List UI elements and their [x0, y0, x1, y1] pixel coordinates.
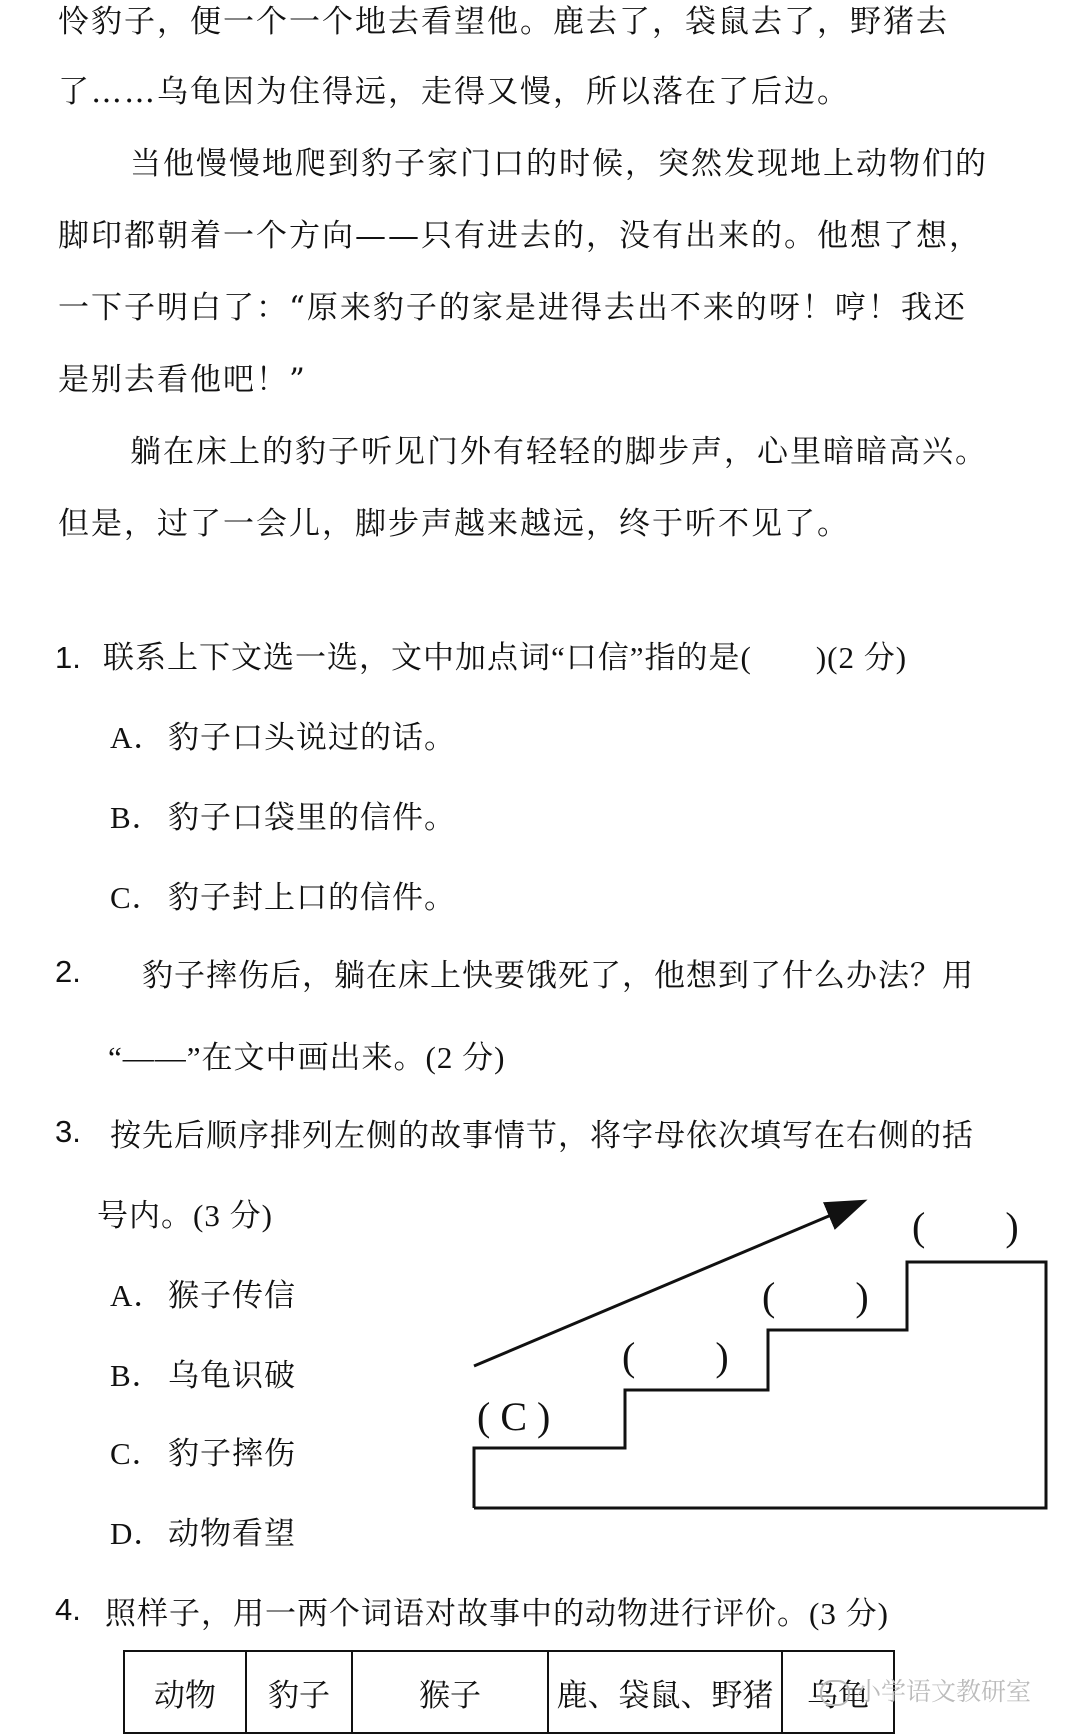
option-letter: B．: [110, 800, 164, 835]
question-2-line1: 豹子摔伤后，躺在床上快要饿死了，他想到了什么办法？用: [142, 958, 974, 993]
option-text: 豹子口袋里的信件。: [168, 800, 456, 835]
option-text: 动物看望: [168, 1516, 296, 1551]
option-letter: A．: [110, 1278, 166, 1313]
table-header-cell: 乌龟: [782, 1651, 894, 1733]
option-text: 豹子摔伤: [168, 1436, 296, 1471]
step-3-bracket: ( ): [762, 1274, 869, 1319]
option-letter: D．: [110, 1516, 166, 1551]
passage-line: 怜豹子，便一个一个地去看望他。鹿去了，袋鼠去了，野猪去: [58, 4, 949, 40]
passage-line: 躺在床上的豹子听见门外有轻轻的脚步声，心里暗暗高兴。: [130, 434, 988, 470]
option-text: 猴子传信: [168, 1278, 296, 1313]
option-letter: B．: [110, 1358, 164, 1393]
evaluation-table: [123, 1650, 895, 1734]
question-number: 4.: [55, 1592, 81, 1627]
passage-line: 脚印都朝着一个方向——只有进去的，没有出来的。他想了想，: [58, 218, 982, 254]
step-2-bracket: ( ): [622, 1334, 729, 1379]
question-number: 2.: [55, 954, 81, 989]
passage-line: 一下子明白了：“原来豹子的家是进得去出不来的呀！哼！我还: [58, 290, 967, 326]
option-letter: A．: [110, 720, 166, 755]
table-header-cell: 鹿、袋鼠、野猪: [548, 1651, 782, 1733]
question-2-line2: “——”在文中画出来。(2 分): [108, 1040, 506, 1075]
option-letter: C．: [110, 880, 164, 915]
question-3-line1: 按先后顺序排列左侧的故事情节，将字母依次填写在右侧的括: [110, 1118, 974, 1153]
option-text: 豹子口头说过的话。: [168, 720, 456, 755]
step-4-bracket: ( ): [912, 1204, 1019, 1249]
passage-line: 当他慢慢地爬到豹子家门口的时候，突然发现地上动物们的: [130, 146, 988, 182]
question-1-text: 联系上下文选一选，文中加点词“口信”指的是( )(2 分): [103, 640, 908, 675]
question-3-line2: 号内。(3 分): [97, 1198, 273, 1233]
stairs-outline: [474, 1262, 1046, 1508]
passage-line: 是别去看他吧！”: [58, 362, 307, 398]
question-number: 1.: [55, 640, 81, 675]
table-header-cell: 动物: [124, 1651, 246, 1733]
table-row: [124, 1651, 894, 1733]
option-text: 豹子封上口的信件。: [168, 880, 456, 915]
question-number: 3.: [55, 1114, 81, 1149]
option-text: 乌龟识破: [168, 1358, 296, 1393]
passage-line: 但是，过了一会儿，脚步声越来越远，终于听不见了。: [58, 506, 850, 542]
watermark-text: 小学语文教研室: [856, 1677, 1032, 1706]
watermark: [820, 1672, 1031, 1708]
wechat-icon: [820, 1680, 850, 1706]
passage-line: 了……乌龟因为住得远，走得又慢，所以落在了后边。: [58, 74, 850, 110]
table-header-cell: 猴子: [352, 1651, 548, 1733]
step-1-bracket: ( C ): [477, 1394, 551, 1439]
table-header-cell: 豹子: [246, 1651, 352, 1733]
option-letter: C．: [110, 1436, 164, 1471]
question-4-text: 照样子，用一两个词语对故事中的动物进行评价。(3 分): [105, 1596, 889, 1631]
